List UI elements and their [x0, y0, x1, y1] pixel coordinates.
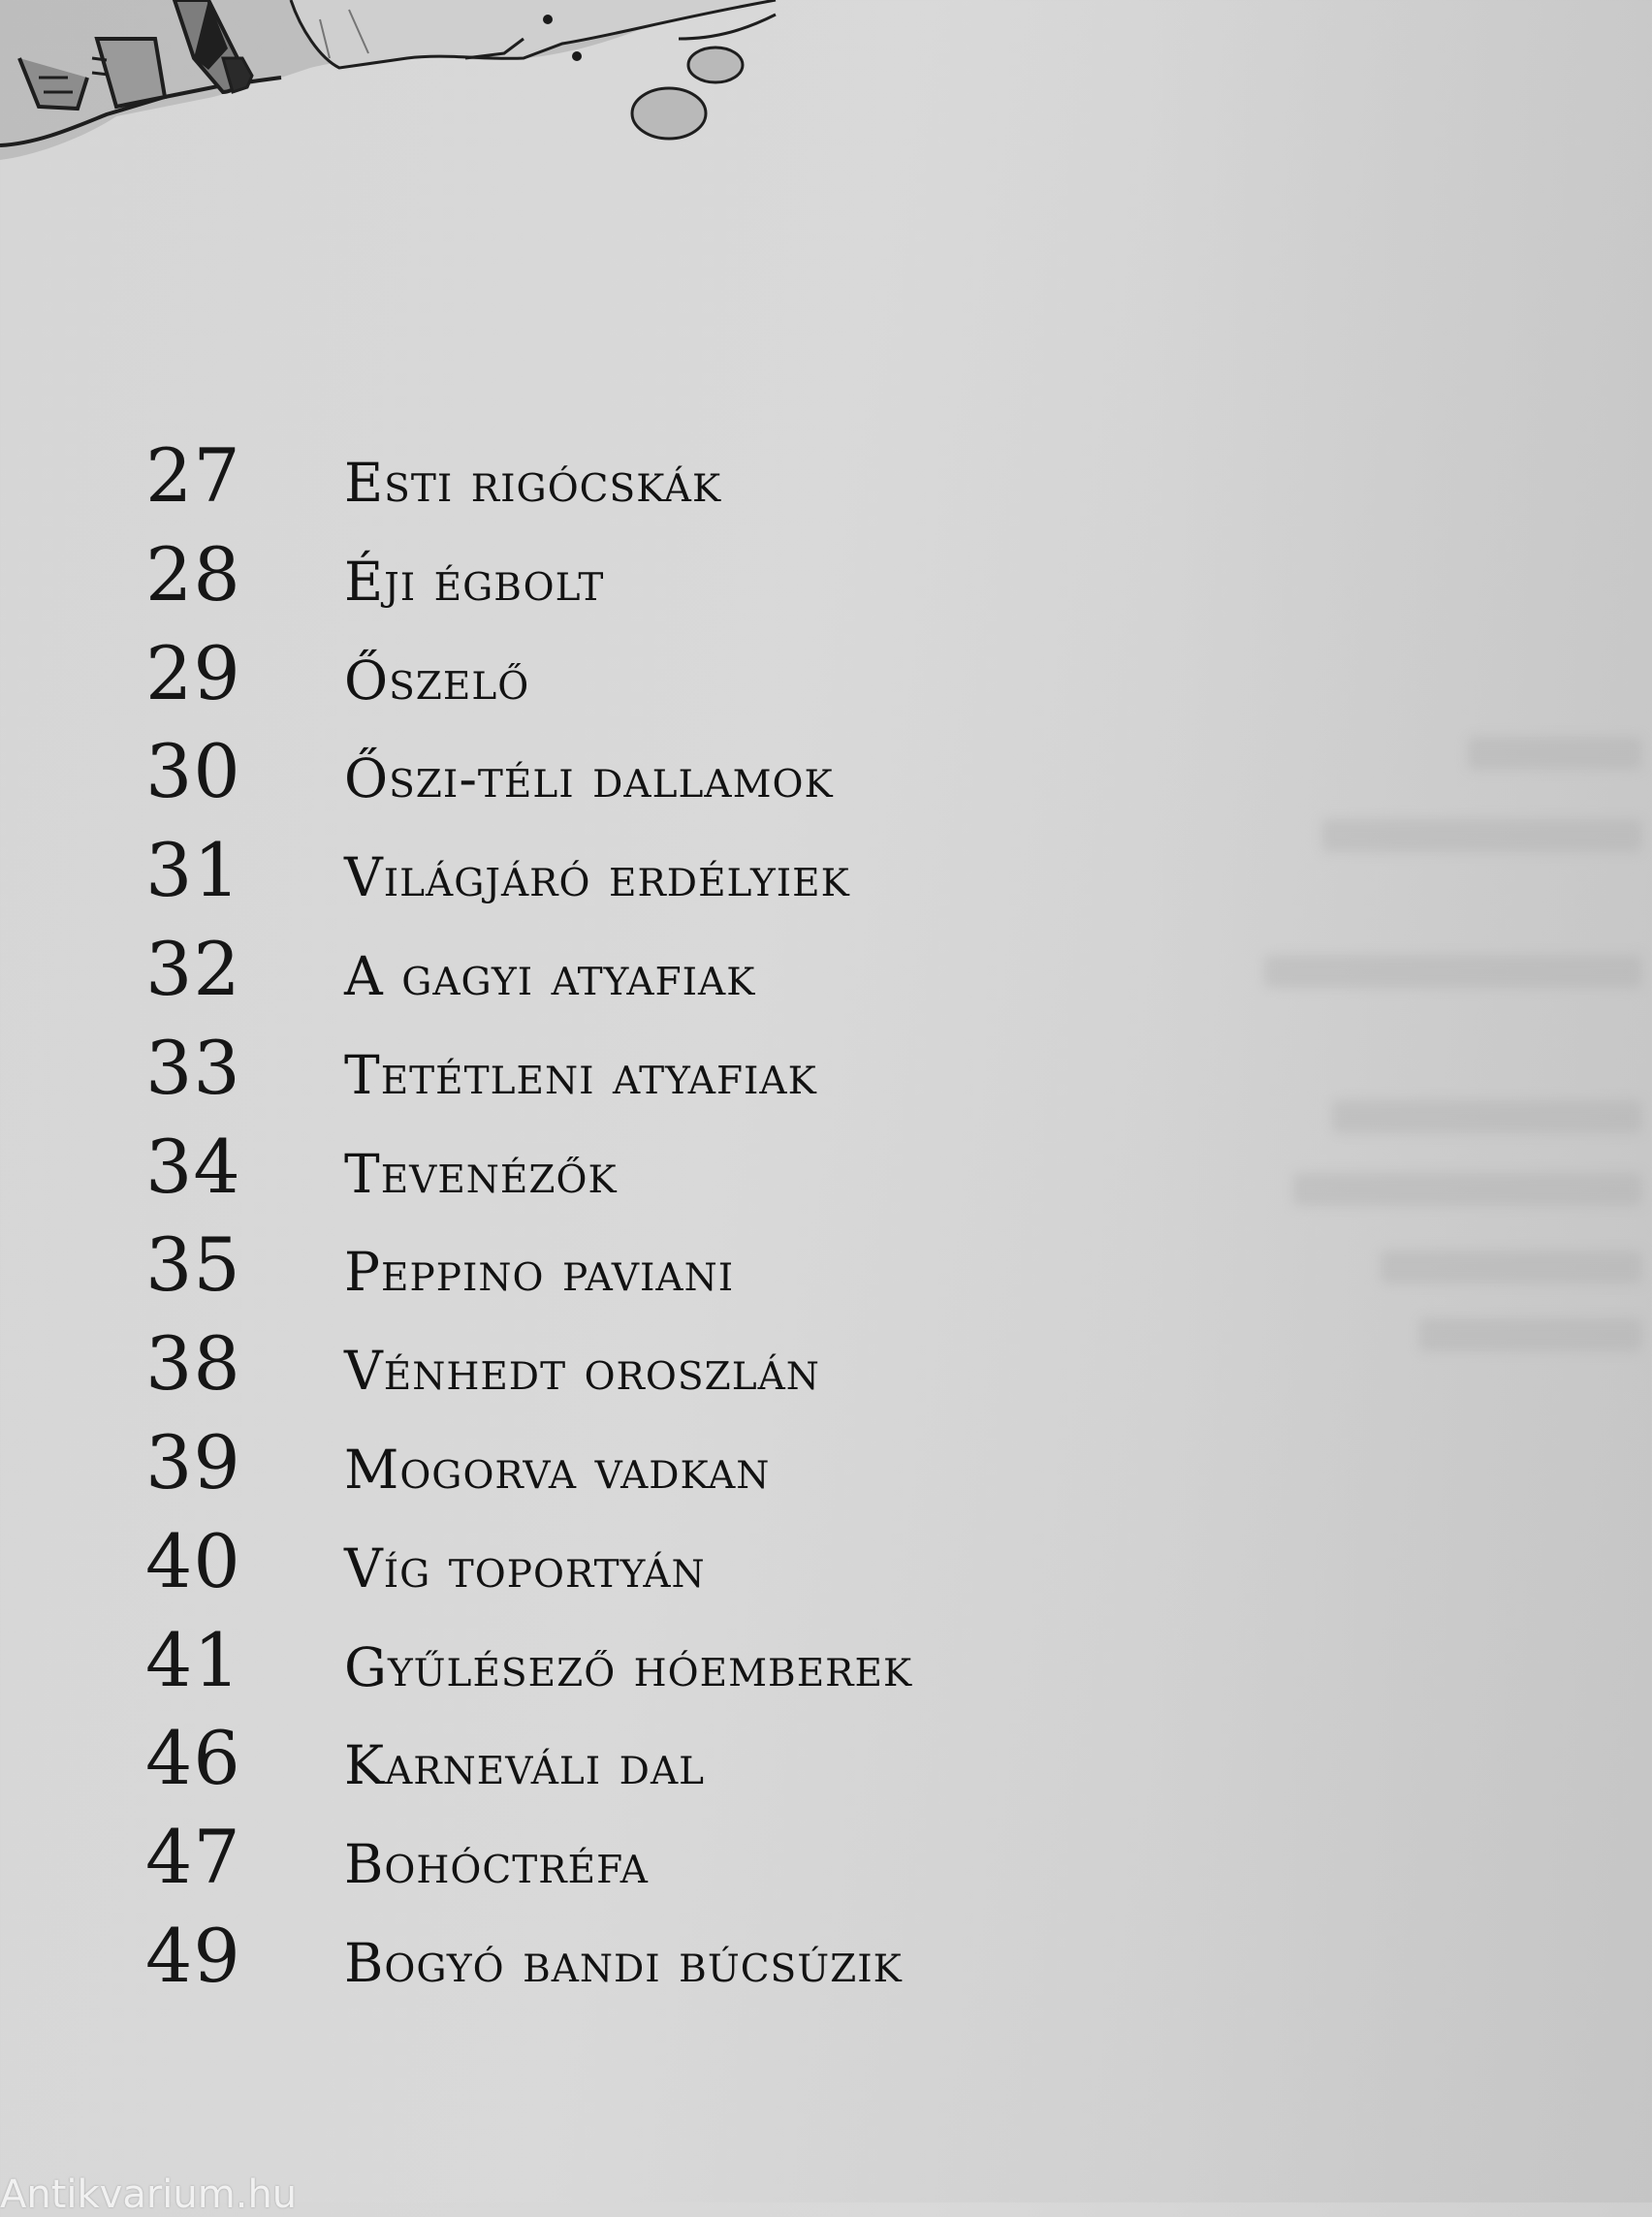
toc-page-number: 28 — [145, 530, 241, 618]
watermark: Antikvarium.hu — [0, 2172, 298, 2217]
toc-page-number: 41 — [145, 1616, 241, 1703]
toc-entry — [145, 1413, 1018, 1512]
toc-entry — [145, 525, 1018, 624]
table-of-contents — [145, 427, 1018, 2006]
toc-title: esti rigócskák — [344, 452, 722, 514]
toc-page-number: 32 — [145, 925, 241, 1012]
bleed-through-shadow — [1148, 0, 1652, 2202]
toc-entry — [145, 1808, 1018, 1907]
toc-page-number: 46 — [145, 1715, 241, 1802]
toc-title: gyűlésező hóemberek — [344, 1635, 913, 1698]
toc-page-number: 31 — [145, 827, 241, 914]
toc-title: tetétleni atyafiak — [344, 1043, 817, 1106]
toc-entry — [145, 722, 1018, 821]
toc-entry — [145, 1019, 1018, 1118]
toc-entry — [145, 1611, 1018, 1710]
toc-title: őszelő — [344, 649, 530, 712]
toc-title: víg toportyán — [344, 1536, 706, 1599]
toc-title: vénhedt oroszlán — [344, 1340, 820, 1403]
toc-page-number: 35 — [145, 1221, 241, 1309]
toc-title: őszi-téli dallamok — [344, 747, 834, 810]
toc-entry — [145, 1314, 1018, 1413]
toc-entry — [145, 427, 1018, 525]
toc-page-number: 34 — [145, 1123, 241, 1210]
toc-entry — [145, 1118, 1018, 1217]
toc-entry — [145, 1709, 1018, 1808]
toc-page-number: 40 — [145, 1517, 241, 1604]
toc-title: tevenézők — [344, 1142, 618, 1205]
toc-page-number: 38 — [145, 1320, 241, 1408]
illustration-fragment — [0, 0, 795, 165]
toc-entry — [145, 920, 1018, 1019]
toc-page-number: 47 — [145, 1814, 241, 1901]
toc-title: éji égbolt — [344, 550, 605, 613]
toc-page-number: 33 — [145, 1024, 241, 1111]
toc-page-number: 27 — [145, 432, 241, 519]
toc-page-number: 29 — [145, 629, 241, 716]
toc-title: bohóctréfa — [344, 1833, 649, 1896]
toc-page-number: 30 — [145, 728, 241, 815]
toc-title: peppino paviani — [344, 1241, 735, 1304]
toc-entry — [145, 821, 1018, 920]
toc-title: karneváli dal — [344, 1734, 706, 1797]
toc-title: a gagyi atyafiak — [344, 944, 756, 1007]
toc-entry — [145, 1512, 1018, 1611]
toc-entry — [145, 1216, 1018, 1314]
toc-entry — [145, 1907, 1018, 2006]
toc-page-number: 49 — [145, 1912, 241, 1999]
toc-title: bogyó bandi búcsúzik — [344, 1931, 903, 1994]
toc-entry — [145, 624, 1018, 723]
toc-title: mogorva vadkan — [344, 1438, 771, 1501]
toc-title: világjáró erdélyiek — [344, 846, 850, 909]
toc-page-number: 39 — [145, 1418, 241, 1505]
